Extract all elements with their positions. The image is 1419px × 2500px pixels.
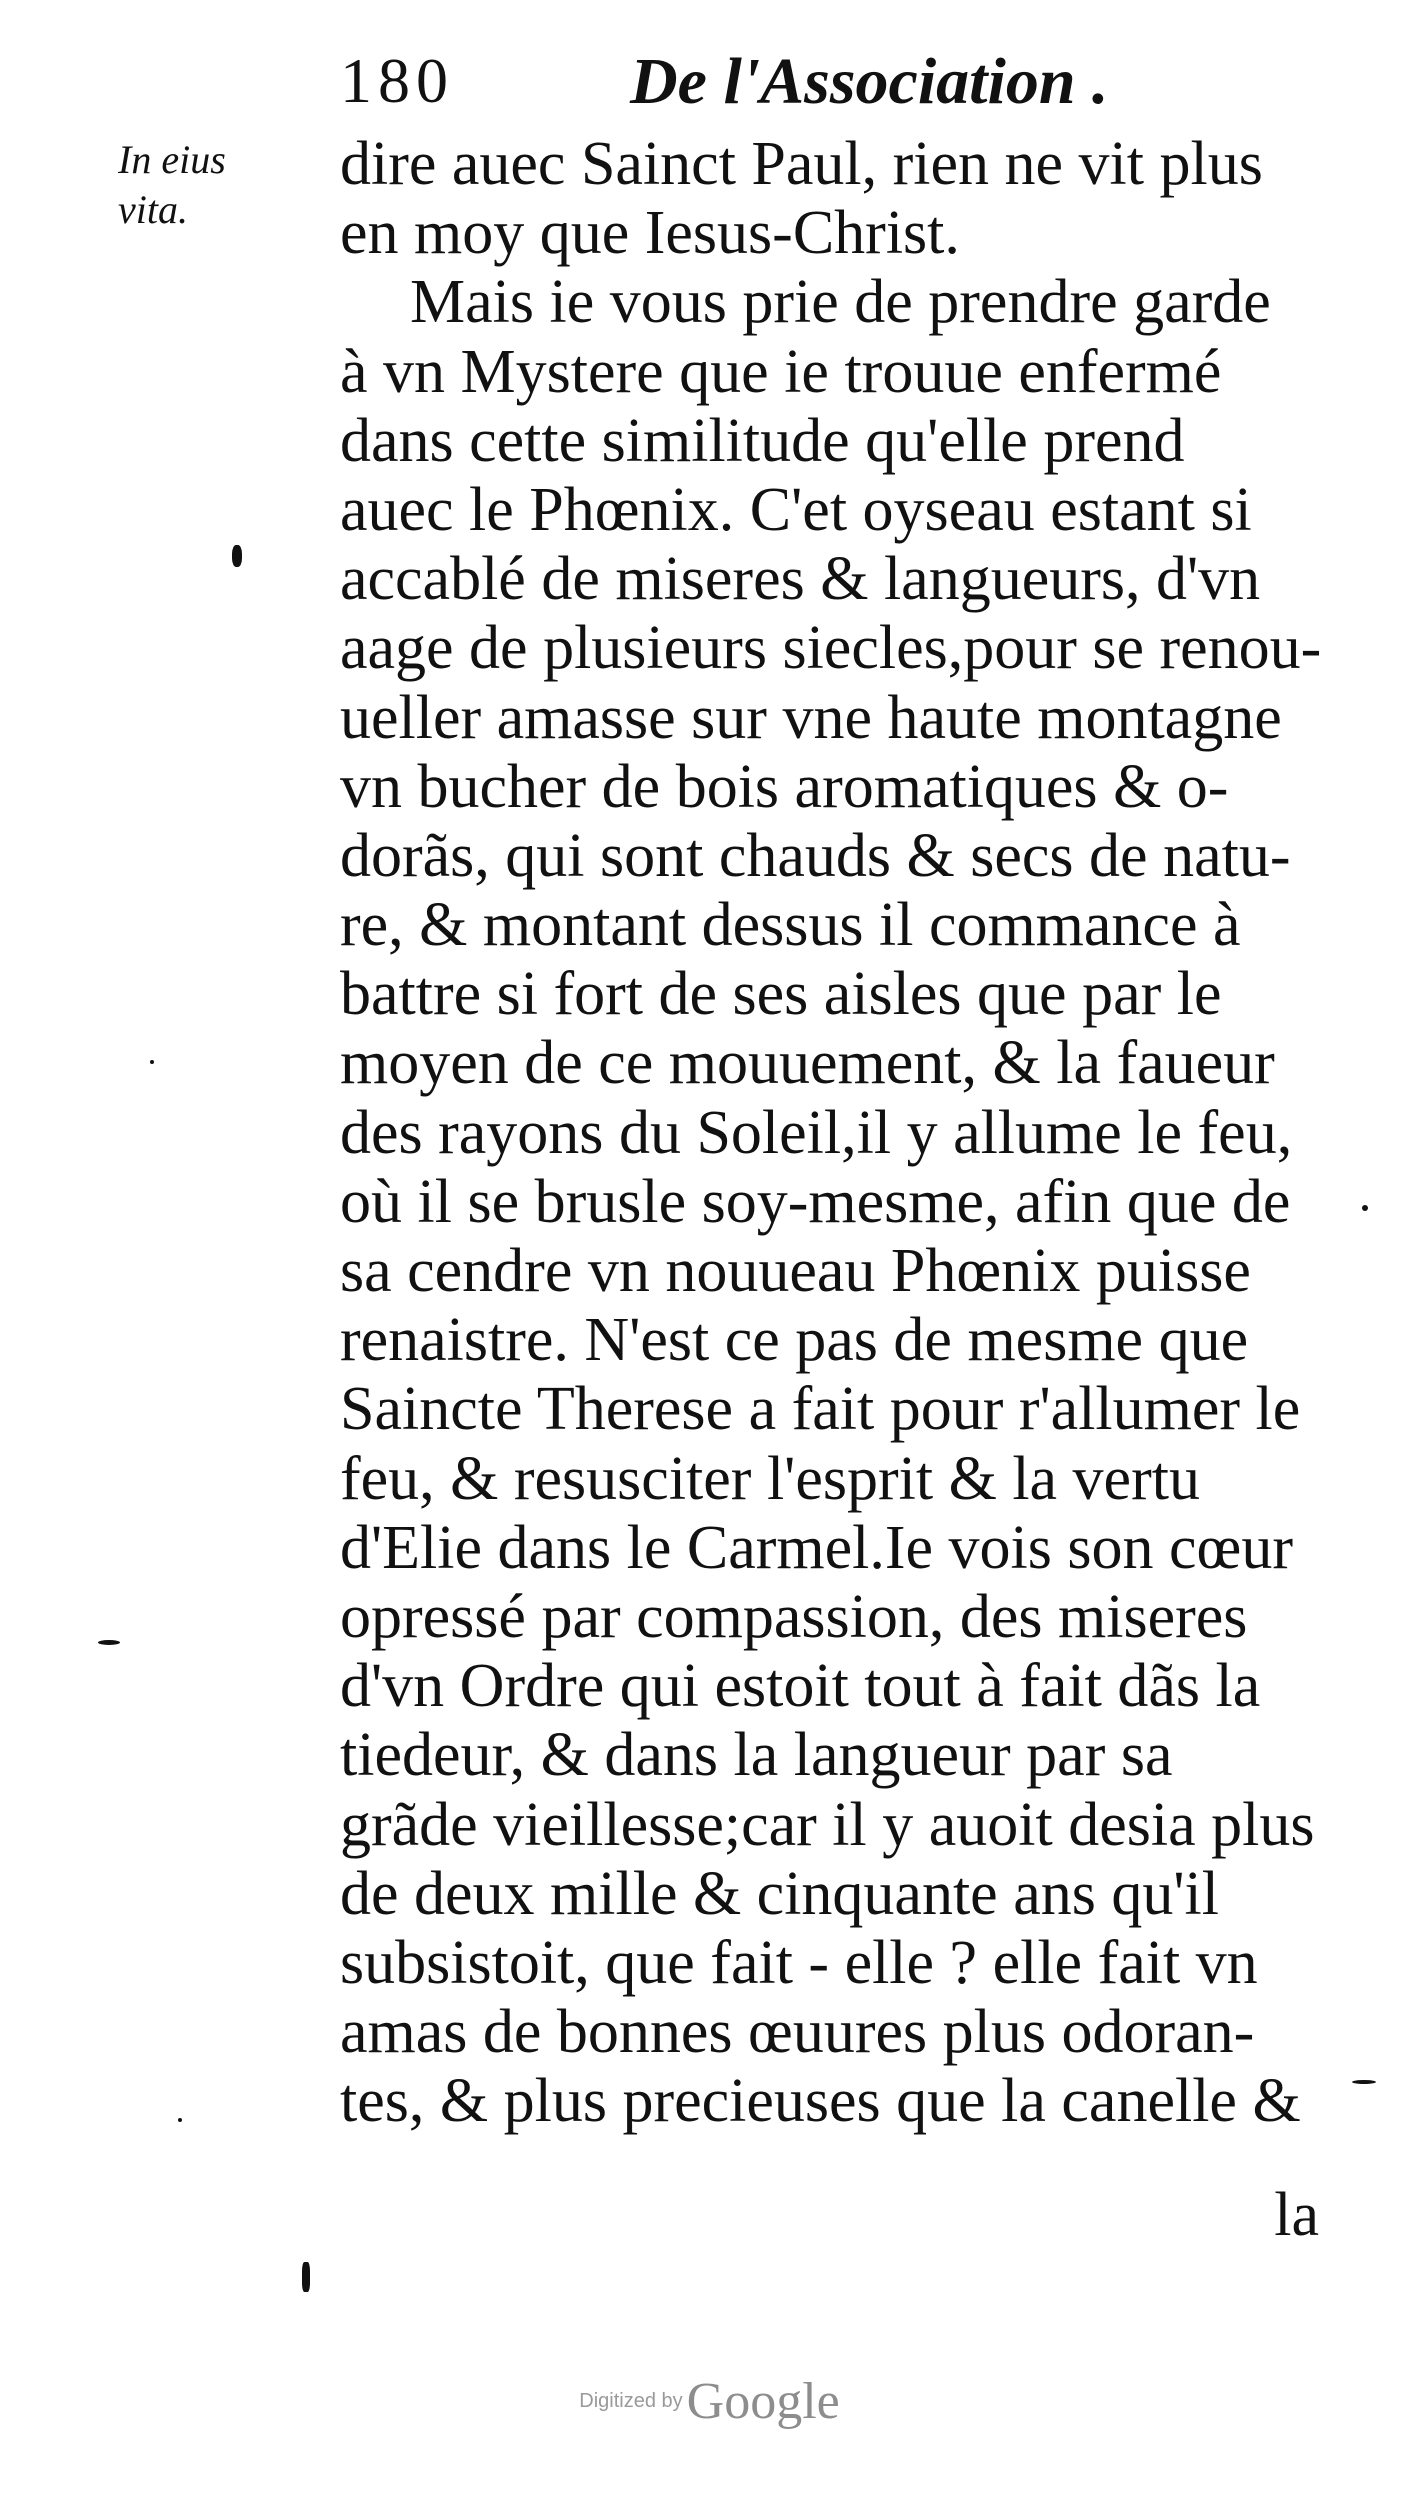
scan-speck — [1362, 1205, 1368, 1211]
text-line: grãde vieillesse;car il y auoit desia plus — [340, 1790, 1315, 1859]
text-line: d'vn Ordre qui estoit tout à fait dãs la — [340, 1652, 1261, 1721]
text-line: de deux mille & cinquante ans qu'il — [340, 1859, 1219, 1928]
text-line: amas de bonnes œuures plus odoran- — [340, 1998, 1255, 2067]
text-line: dire auec Sainct Paul, rien ne vit plus — [340, 130, 1263, 198]
page-header — [340, 44, 1330, 124]
scan-speck — [150, 1060, 154, 1064]
watermark-brand: Google — [686, 2373, 840, 2430]
scan-speck — [178, 2118, 182, 2122]
watermark-prefix: Digitized by — [579, 2390, 683, 2412]
text-line: dorãs, qui sont chauds & secs de natu- — [340, 821, 1291, 890]
text-line: subsistoit, que fait - elle ? elle fait vn — [340, 1928, 1258, 1997]
text-line: tes, & plus precieuses que la canelle & — [340, 2067, 1301, 2136]
page-number: 180 — [340, 45, 454, 116]
text-line: en moy que Iesus-Christ. — [340, 199, 960, 268]
scan-speck — [98, 1640, 120, 1645]
text-line: d'Elie dans le Carmel.Ie vois son cœur — [340, 1513, 1293, 1582]
text-line: des rayons du Soleil,il y allume le feu, — [340, 1098, 1293, 1167]
margin-note-line: vita. — [118, 187, 188, 232]
text-line: sa cendre vn nouueau Phœnix puisse — [340, 1237, 1251, 1305]
catchword: la — [1274, 2181, 1319, 2249]
text-line: auec le Phœnix. C'et oyseau estant si — [340, 475, 1252, 544]
text-line: aage de plusieurs siecles,pour se renou- — [340, 614, 1322, 683]
text-line: dans cette similitude qu'elle prend — [340, 406, 1185, 475]
text-line: à vn Mystere que ie trouue enfermé — [340, 337, 1222, 406]
text-line: accablé de miseres & langueurs, d'vn — [340, 545, 1261, 614]
scan-speck — [1352, 2080, 1376, 2084]
text-line: ueller amasse sur vne haute montagne — [340, 683, 1282, 752]
text-line: re, & montant dessus il commance à — [340, 891, 1241, 960]
digitization-watermark — [0, 2372, 1419, 2431]
text-line: où il se brusle soy-mesme, afin que de — [340, 1167, 1291, 1236]
text-line: Saincte Therese a fait pour r'allumer le — [340, 1375, 1301, 1444]
scan-speck — [302, 2262, 310, 2292]
text-line: feu, & resusciter l'esprit & la vertu — [340, 1444, 1200, 1513]
scan-speck — [232, 545, 242, 567]
margin-note — [118, 135, 226, 235]
text-line: tiedeur, & dans la langueur par sa — [340, 1721, 1173, 1790]
text-line: renaistre. N'est ce pas de mesme que — [340, 1306, 1249, 1375]
running-head: De l'Association . — [630, 45, 1109, 118]
text-line: Mais ie vous prie de prendre garde — [410, 268, 1271, 337]
text-line: battre si fort de ses aisles que par le — [340, 960, 1222, 1029]
margin-note-line: In eius — [118, 137, 226, 182]
body-text — [340, 130, 1320, 2136]
text-line: opressé par compassion, des miseres — [340, 1582, 1248, 1651]
text-line: vn bucher de bois aromatiques & o- — [340, 752, 1229, 821]
text-line: moyen de ce mouuement, & la faueur — [340, 1029, 1275, 1098]
